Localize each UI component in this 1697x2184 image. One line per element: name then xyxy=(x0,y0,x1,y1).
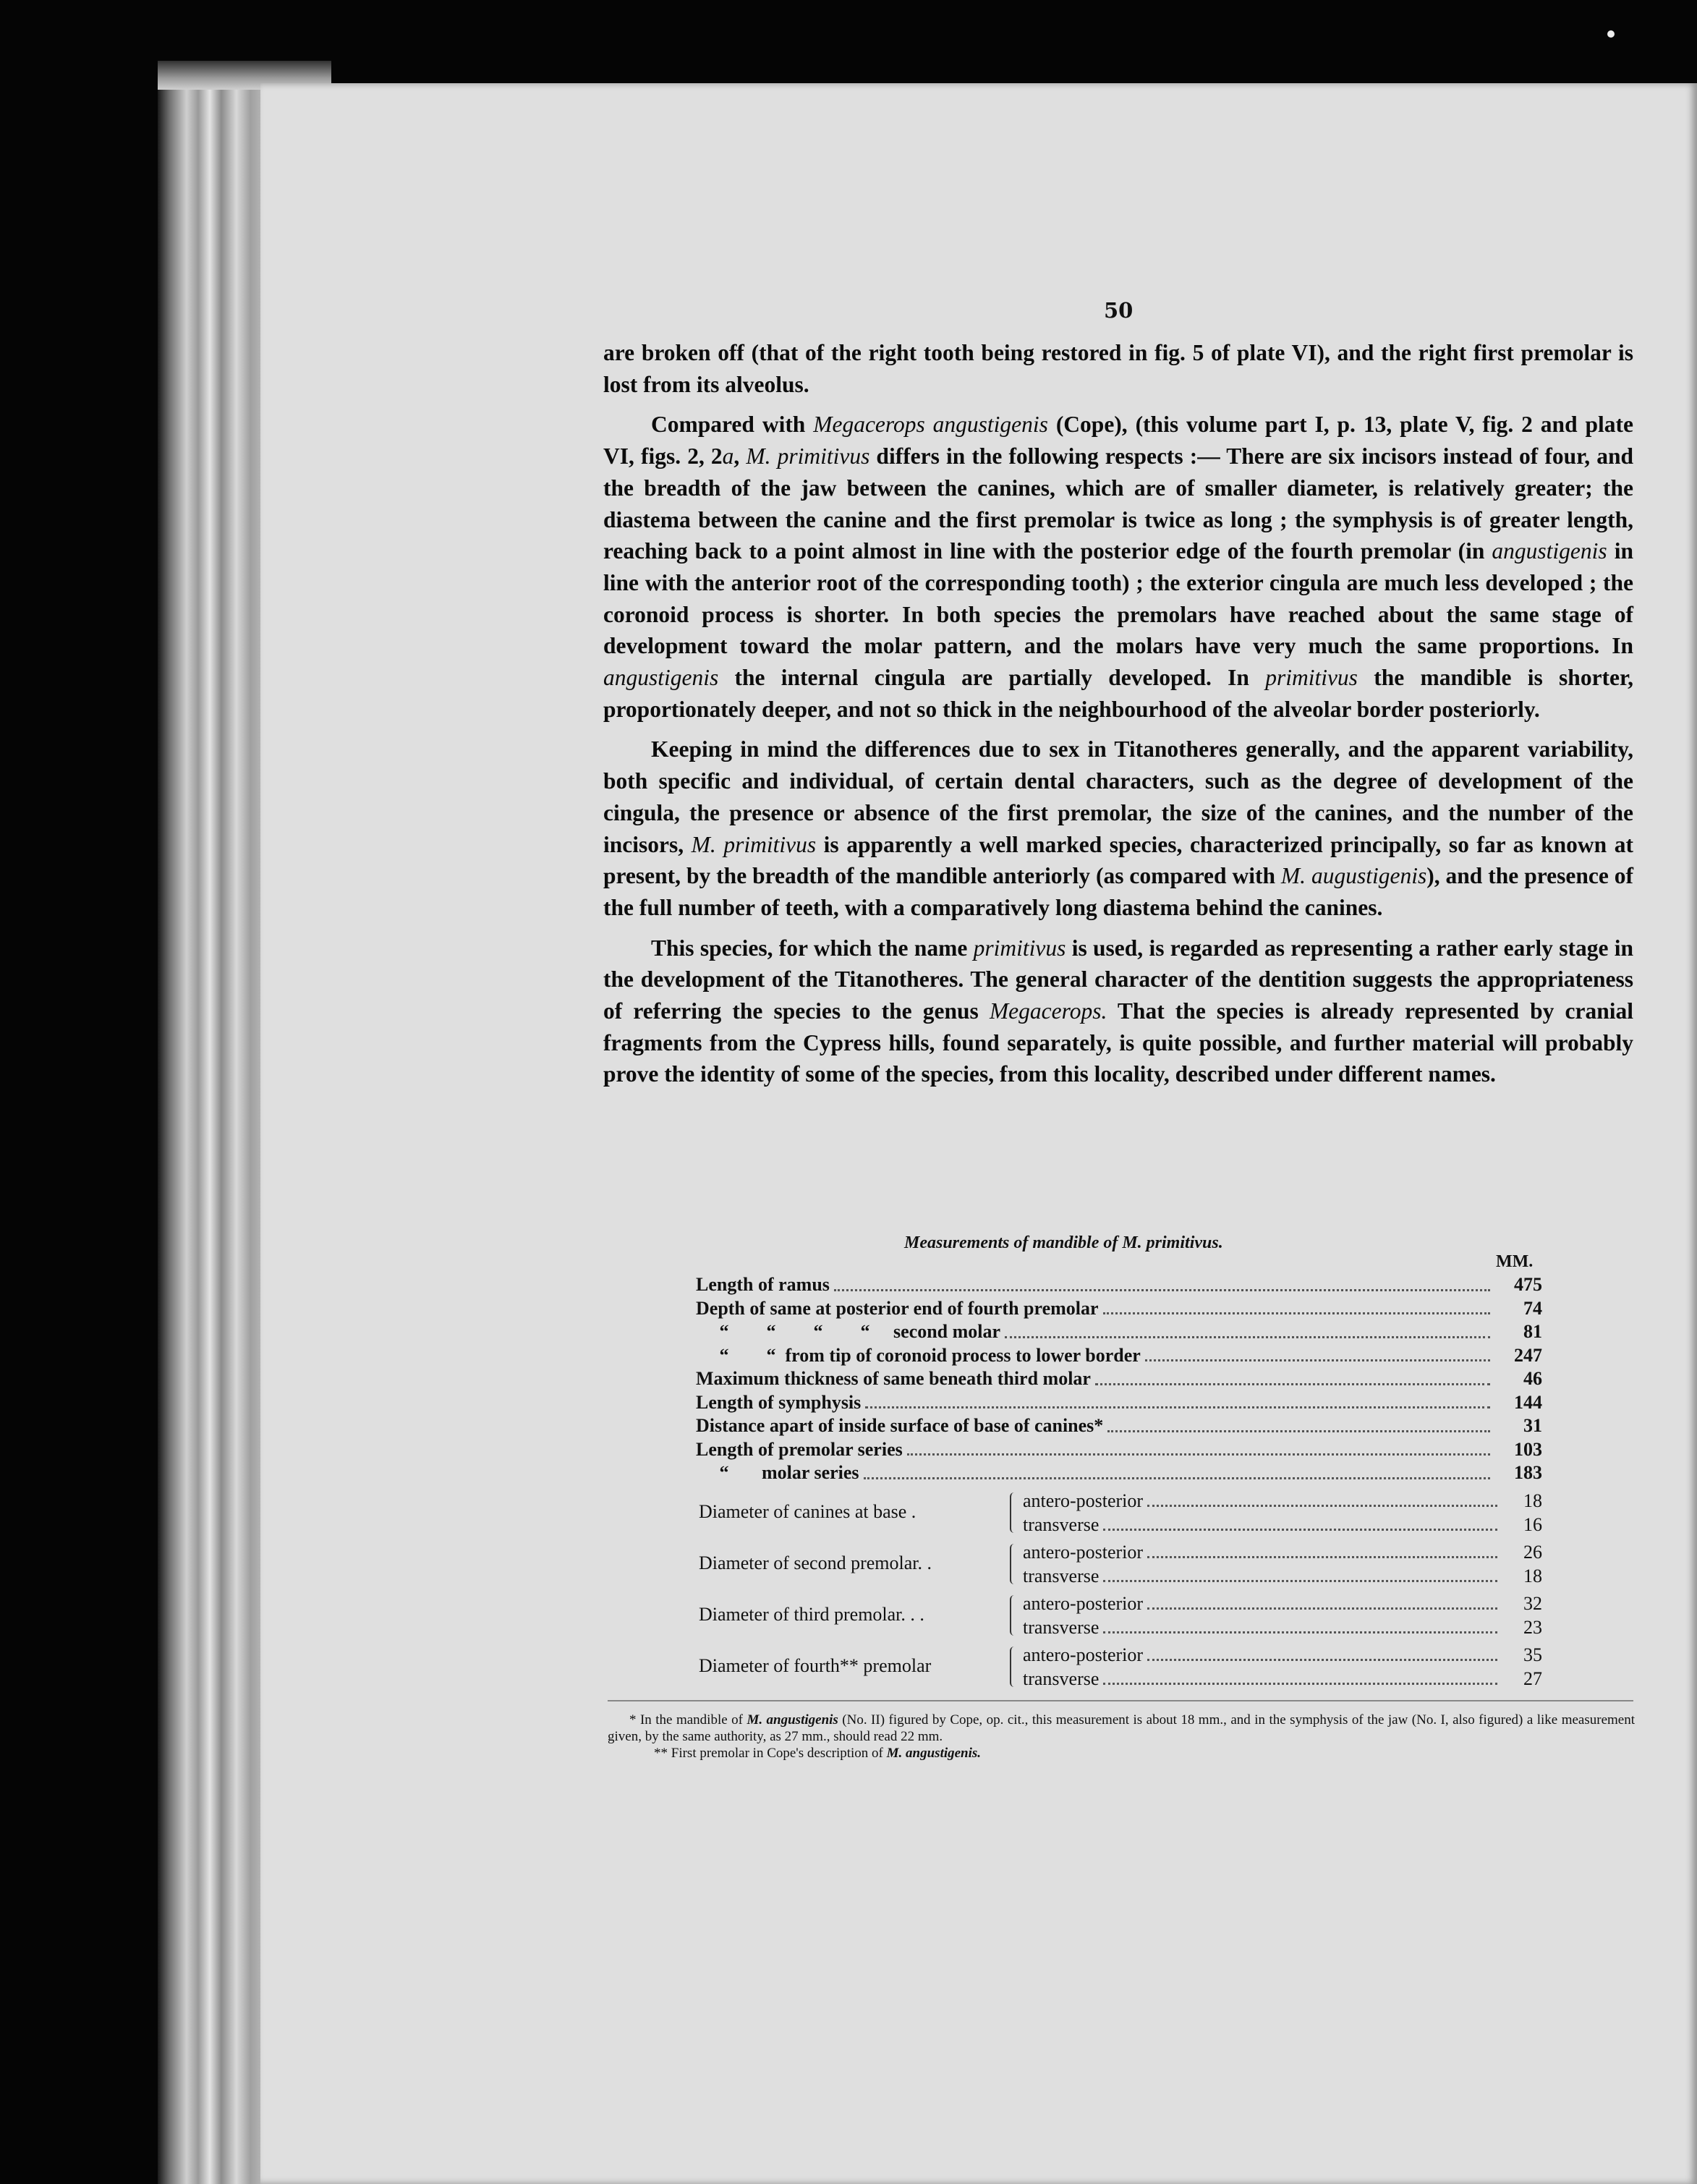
dot-leader xyxy=(1147,1649,1497,1661)
measurement-subrow xyxy=(1023,1667,1542,1691)
footnote-2 xyxy=(608,1745,1635,1762)
italic-text: a xyxy=(722,443,734,469)
measurement-value: 475 xyxy=(1514,1274,1542,1295)
dot-leader xyxy=(1103,1570,1497,1582)
measurement-label: antero-posterior xyxy=(1023,1490,1144,1511)
measurement-label: transverse xyxy=(1023,1565,1100,1586)
paragraph-1 xyxy=(603,337,1633,400)
dot-leader xyxy=(1103,1302,1490,1314)
text-run: Compared with xyxy=(651,412,814,438)
measurement-value: 23 xyxy=(1523,1616,1542,1638)
text-run: (No. II) figured by Cope, op. cit., this measurement is about 18 mm., and in the symphysis of the jaw (No. I, also figured) a like measurement given, by the same authority, as 27 mm., should read 22 mm. xyxy=(608,1712,1635,1744)
measurement-row xyxy=(696,1391,1542,1414)
dot-leader xyxy=(1147,1546,1497,1558)
measurement-value: 74 xyxy=(1523,1297,1542,1319)
paragraph-3 xyxy=(603,734,1633,923)
measurement-label: Distance apart of inside surface of base of canines* xyxy=(696,1415,1104,1436)
measurement-row xyxy=(696,1320,1542,1343)
measurement-label: “ “ from tip of coronoid process to lower border xyxy=(696,1344,1141,1366)
text-run: Keeping in mind the differences due to sex in Titanotheres generally, and the apparent variability, both specific and individual, of certain dental characters, such as the degree of development of the cingula, the presence or absence of the first premolar, the size of the canines, and the number of the incisors, xyxy=(603,736,1633,857)
text-run: the internal cingula are partially developed. In xyxy=(718,665,1266,691)
measurement-label: transverse xyxy=(1023,1513,1100,1535)
measurement-label: Maximum thickness of same beneath third molar xyxy=(696,1368,1091,1389)
measurement-subrow xyxy=(1023,1513,1542,1537)
measurement-value: 183 xyxy=(1514,1462,1542,1483)
measurement-label: Depth of same at posterior end of fourth premolar xyxy=(696,1297,1099,1319)
measurement-subrow xyxy=(1023,1565,1542,1588)
brace xyxy=(1010,1544,1018,1584)
measurement-value: 18 xyxy=(1523,1490,1542,1511)
body-text xyxy=(603,337,1633,1090)
measurement-group-label: Diameter of fourth** premolar xyxy=(699,1654,932,1676)
page-number: 50 xyxy=(1104,298,1134,323)
measurement-value: 81 xyxy=(1523,1321,1542,1342)
measurement-value: 32 xyxy=(1523,1592,1542,1614)
dot-leader xyxy=(1145,1349,1490,1361)
footnote-1 xyxy=(608,1712,1635,1745)
text-run: is apparently a well marked species, characterized principally, so far as known at present, by the breadth of the mandible anteriorly (as compared with xyxy=(603,831,1633,889)
measurement-row xyxy=(696,1461,1542,1484)
text-run: (Cope), (this volume part I, p. 13, plate V, fig. 2 and plate VI, figs. 2, 2 xyxy=(603,412,1633,469)
measurement-value: 26 xyxy=(1523,1541,1542,1563)
text-run: differs in the following respects :— There are six incisors instead of four, and the breadth of the jaw between the canines, which are of smaller diameter, is relatively greater; the diastema between the canine and the first premolar is twice as long ; the symphysis is of greater length, reaching back to a point almost in line with the posterior edge of the fourth premolar (in xyxy=(603,443,1633,564)
italic-text: M. primitivus xyxy=(746,443,870,469)
measurement-value: 35 xyxy=(1523,1644,1542,1665)
measurement-row xyxy=(696,1344,1542,1367)
measurement-subrow xyxy=(1023,1490,1542,1513)
measurement-row xyxy=(696,1438,1542,1461)
italic-text: M. angustigenis xyxy=(747,1712,838,1728)
measurement-value: 27 xyxy=(1523,1667,1542,1689)
dot-leader xyxy=(865,1396,1490,1408)
dot-leader xyxy=(907,1443,1490,1456)
paragraph-4 xyxy=(603,932,1633,1091)
brace xyxy=(1010,1647,1018,1687)
measurement-row xyxy=(696,1273,1542,1296)
footnote-rule xyxy=(608,1700,1633,1701)
italic-text: M. primitivus xyxy=(691,831,817,857)
measurement-label: Length of symphysis xyxy=(696,1391,862,1413)
dot-leader xyxy=(1147,1597,1497,1610)
italic-text: angustigenis xyxy=(603,665,719,691)
measurement-label: “ molar series xyxy=(696,1462,859,1483)
text-run: are broken off (that of the right tooth being restored in fig. 5 of plate VI), and the right first premolar is lost from its alveolus. xyxy=(603,340,1633,397)
measurement-label: antero-posterior xyxy=(1023,1592,1144,1614)
measurement-group-label: Diameter of third premolar. . . xyxy=(699,1603,924,1625)
text-run: This species, for which the name xyxy=(651,935,974,961)
italic-text: angustigenis xyxy=(1492,538,1607,564)
dot-leader xyxy=(1005,1326,1490,1338)
measurement-row xyxy=(696,1414,1542,1437)
brace xyxy=(1010,1595,1018,1636)
measurement-subrow xyxy=(1023,1616,1542,1639)
measurement-label: transverse xyxy=(1023,1616,1100,1638)
measurement-value: 16 xyxy=(1523,1513,1542,1535)
unit-header: MM. xyxy=(1496,1252,1534,1271)
italic-text: primitivus xyxy=(973,935,1066,961)
text-run: , xyxy=(733,443,747,469)
dot-leader xyxy=(1103,1518,1497,1531)
text-run: is used, is regarded as representing a rather early stage in the development of the Titanotheres. The general character of the dentition suggests the appropriateness of referring the species to the genus xyxy=(603,935,1634,1024)
table-title: Measurements of mandible of M. primitivus. xyxy=(904,1233,1223,1252)
italic-text: Megacerops. xyxy=(989,998,1107,1024)
text-run: ** First premolar in Cope's description of xyxy=(654,1746,887,1761)
brace xyxy=(1010,1492,1018,1533)
italic-text: M. angustigenis. xyxy=(886,1746,982,1761)
measurement-group-label: Diameter of canines at base . xyxy=(699,1500,916,1522)
measurement-value: 18 xyxy=(1523,1565,1542,1586)
measurement-value: 31 xyxy=(1523,1415,1542,1436)
measurement-subrow xyxy=(1023,1644,1542,1667)
measurement-value: 144 xyxy=(1514,1391,1542,1413)
measurement-value: 103 xyxy=(1514,1438,1542,1460)
italic-text: Megacerops angustigenis xyxy=(813,412,1048,438)
measurement-label: Length of premolar series xyxy=(696,1438,903,1460)
measurement-label: transverse xyxy=(1023,1667,1100,1689)
measurement-row xyxy=(696,1297,1542,1320)
measurement-value: 46 xyxy=(1523,1368,1542,1389)
paragraph-2 xyxy=(603,409,1633,725)
measurement-group-label: Diameter of second premolar. . xyxy=(699,1552,932,1573)
book-page-edges xyxy=(158,61,273,2184)
dot-leader xyxy=(1095,1373,1490,1385)
text-run: * In the mandible of xyxy=(629,1712,747,1728)
text-run: ), and the presence of the full number of teeth, with a comparatively long diastema behind the canines. xyxy=(603,863,1633,920)
italic-text: primitivus xyxy=(1265,665,1358,691)
scan-dust-mark xyxy=(1607,30,1615,38)
measurement-label: antero-posterior xyxy=(1023,1541,1144,1563)
measurement-subrow xyxy=(1023,1541,1542,1564)
text-run: the mandible is shorter, proportionately deeper, and not so thick in the neighbourhood of the alveolar border posteriorly. xyxy=(603,665,1633,722)
dot-leader xyxy=(1103,1621,1497,1633)
text-run: in line with the anterior root of the corresponding tooth) ; the exterior cingula are much less developed ; the coronoid process is shorter. In both species the premolars have reached about the same stage of development toward the molar pattern, and the molars have very much the same proportions. In xyxy=(603,538,1633,659)
italic-text: M. augustigenis xyxy=(1280,863,1427,889)
dot-leader xyxy=(1107,1420,1490,1432)
dot-leader xyxy=(864,1467,1490,1479)
measurement-label: “ “ “ “ second molar xyxy=(696,1321,1001,1342)
measurement-row xyxy=(696,1367,1542,1390)
measurement-subrow xyxy=(1023,1592,1542,1615)
dot-leader xyxy=(1103,1673,1497,1685)
measurement-label: antero-posterior xyxy=(1023,1644,1144,1665)
footnotes xyxy=(608,1712,1635,1762)
dot-leader xyxy=(834,1279,1490,1291)
measurement-value: 247 xyxy=(1514,1344,1542,1366)
text-run: That the species is already represented by cranial fragments from the Cypress hills, found separately, is quite possible, and further material will probably prove the identity of some of the species, from this locality, described under different names. xyxy=(603,998,1633,1087)
measurement-label: Length of ramus xyxy=(696,1274,830,1295)
dot-leader xyxy=(1147,1495,1497,1507)
